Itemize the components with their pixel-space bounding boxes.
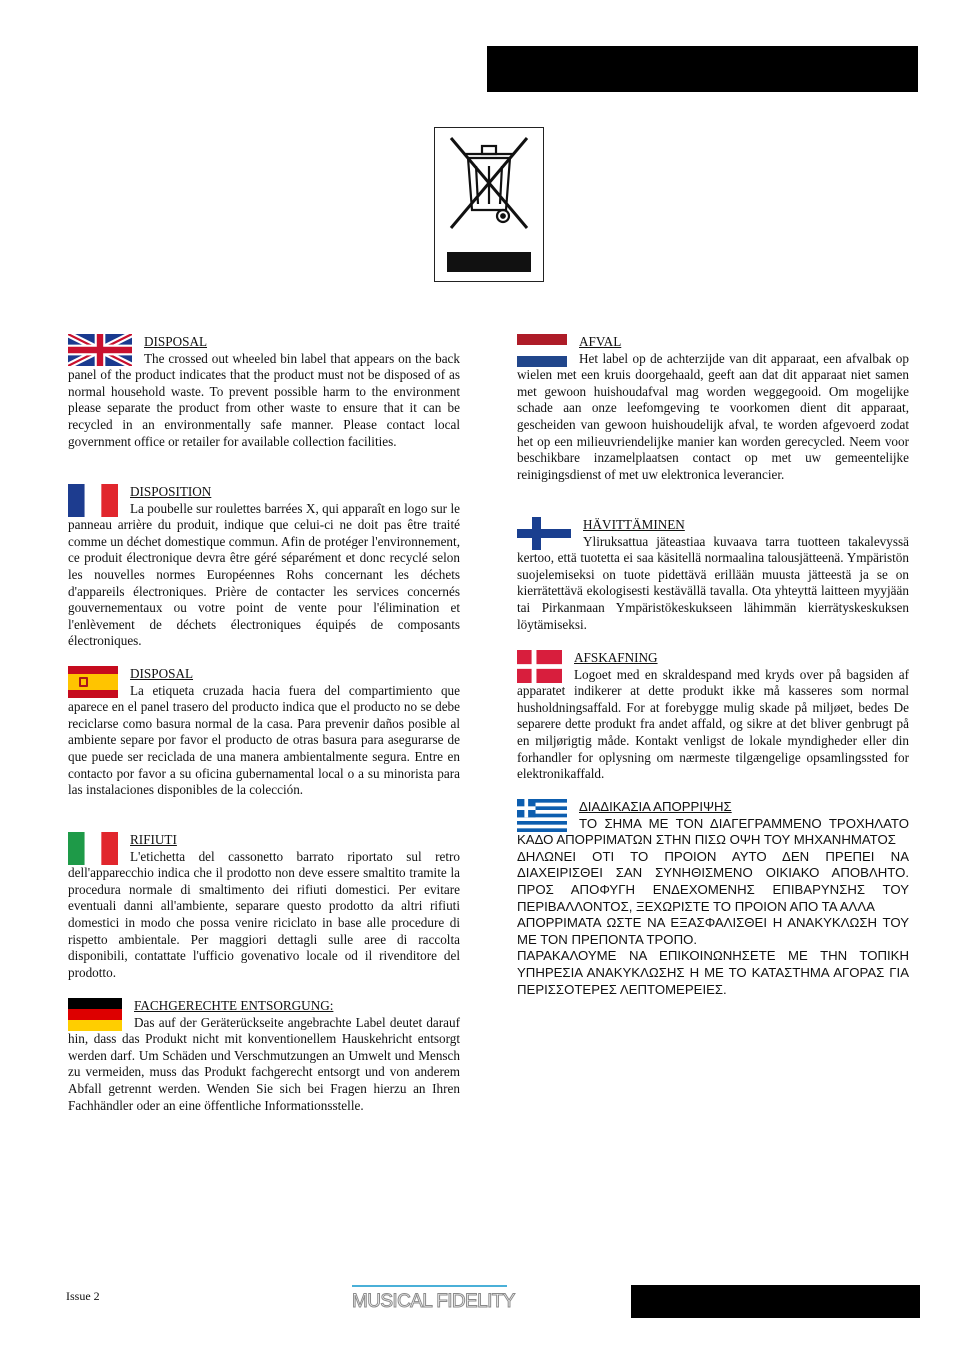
section-heading: HÄVITTÄMINEN [583,517,685,532]
spain-flag-icon [68,666,118,698]
section-fr [68,484,460,650]
germany-flag-icon [68,998,122,1031]
section-nl [517,334,909,483]
section-heading: FACHGERECHTE ENTSORGUNG: [134,998,334,1013]
uk-flag-icon [68,334,132,366]
section-uk [68,334,460,450]
section-heading: DISPOSITION [130,484,212,499]
header-black-bar [487,46,918,92]
section-body: La poubelle sur roulettes barrées X, qui apparaît en logo sur le panneau arrière du produit, indique que celui-ci ne doit pas être traité comme un déchet domestique commun. Afin de protéger l'environnement, ce produit électronique devra être géré séparément et donc recyclé selon les nouvelles normes Européennes Rohs concernant les déchets d'appareils électroniques. Prière de contacter les services concernés gouvernementaux ou votre point de vente pour l'élimination et l'enlèvement de déchets électroniques équipés de composants électroniques. [68,500,460,649]
finland-flag-icon [517,517,571,550]
section-de [68,998,460,1114]
section-gr [517,799,909,998]
denmark-flag-icon [517,650,562,683]
logo-text: MUSICAL FIDELITY [352,1291,515,1312]
section-es [68,666,460,799]
section-heading: AFSKAFNING [574,650,658,665]
musical-fidelity-logo [352,1285,515,1318]
netherlands-flag-icon [517,334,567,367]
footer-black-bar [631,1285,920,1318]
logo-accent-line [352,1285,507,1287]
weee-crossed-bin-icon [434,127,544,282]
section-heading: AFVAL [579,334,622,349]
section-fi [517,517,909,633]
section-heading: RIFIUTI [130,832,177,847]
section-body: Het label op de achterzijde van dit apparaat, een afvalbak op wielen met een kruis doorgehaald, geeft aan dat dit apparaat niet samen met gewoon huishoudafval mag worden weggegooid. Om mogelijke schade aan onze leefomgeving te voorkomen dient dit apparaat, gescheiden van gewoon huishoudelijk afval, te worden afgevoerd zodat het op een milieuvriendelijke manier kan worden gerecycled. Neem voor beschikbare inzamelplaatsen contact op met uw gemeentelijke reinigingsdienst of met uw elektronica leverancier. [517,350,909,482]
section-heading: DISPOSAL [130,666,194,681]
section-body: The crossed out wheeled bin label that appears on the back panel of the product indicates that the product must not be disposed of as normal household waste. To prevent possible harm to the environment please separate the product from other waste to ensure that it can be recycled in an environmentally safe manner. Please contact local government office or retailer for available collection facilities. [68,350,460,449]
italy-flag-icon [68,832,118,865]
greece-flag-icon [517,799,567,832]
section-heading: ΔΙΑΔΙΚΑΣΙΑ ΑΠΟΡΡΙΨΗΣ [579,799,732,814]
section-body: Yliruksattua jäteastiaa kuvaava tarra tuotteen takalevyssä kertoo, että tuotetta ei saa käsitellä normaalina talousjätteenä. Ympäristön suojelemiseksi on tuote pidettävä erillään muusta jätteestä ja se on kierrätettävä ekologisesti kestävällä tavalla. Ota yhteyttä laitteen myyjään tai Pirkanmaan Ympäristökeskukseen lähimmän kierrätyskeskuksen löytämiseksi. [517,533,909,632]
section-it [68,832,460,981]
section-heading: DISPOSAL [144,334,208,349]
section-dk [517,650,909,783]
section-body: La etiqueta cruzada hacia fuera del compartimiento que aparece en el panel trasero del producto indica que el producto no se debe reciclarse como basura normal de la casa. Para prevenir daños posible al ambiente separe por favor el producto de otras basura para asegurarse de que puede ser reciclada de una manera ambientalmente segura. Entre en contacto por favor a su oficina gubernamental local o a su minorista para las instalaciones disponibles de la colección. [68,682,460,798]
section-body: Das auf der Geräterückseite angebrachte Label deutet darauf hin, dass das Produkt nicht mit konventionellem Hauskehricht entsorgt werden darf. Um Schäden und Verschmutzungen an Umwelt und Mensch zu vermeiden, muss das Produkt fachgerecht entsorgt und von anderem Abfall getrennt werden. Wenden Sie sich bei Fragen hierzu an Ihren Fachhändler oder an eine öffentliche Informationsstelle. [68,1014,460,1113]
section-body: L'etichetta del cassonetto barrato riportato sul retro dell'apparecchio indica che il prodotto non deve essere smaltito tramite la procedura normale di smaltimento dei rifiuti domestici. Per evitare eventuali danni all'ambiente, separare questo prodotto da altri rifiuti domestici in modo che possa venire riciclato in base alle procedure di rispetto ambientale. Per maggiori dettagli sulle aree di raccolta disponibili, contattate l'ufficio govenativo locale od il rivenditore del prodotto. [68,848,460,980]
section-body: Logoet med en skraldespand med kryds over på bagsiden af apparatet indikerer at dette produkt ikke må kasseres som normal husholdningsaffald. For at forebygge mulig skade på miljøet, bedes De separere dette produkt fra andet affald, og sikre at det bliver genbrugt på en miljørigtig måde. Kontakt venligst de lokale myndigheder eller din forhandler for oplysning om nærmeste tilgængelige opsamlingssted for elektronikaffald. [517,666,909,782]
section-body: ΤΟ ΣΗΜΑ ΜΕ ΤΟΝ ΔΙΑΓΕΓΡΑΜΜΕΝΟ ΤΡΟΧΗΛΑΤΟ ΚΑΔΟ ΑΠΟΡΡΙΜΑΤΩΝ ΣΤΗΝ ΠΙΣΩ ΟΨΗ ΤΟΥ ΜΗΧΑΝΗΜΑΤΟΣ ΔΗΛΩΝΕΙ ΟΤΙ ΤΟ ΠΡΟΙΟΝ ΑΥΤΟ ΔΕΝ ΠΡΕΠΕΙ ΝΑ ΔΙΑΧΕΙΡΙΣΘΕΙ ΣΑΝ ΣΥΝΗΘΙΣΜΕΝΟ ΟΙΚΙΑΚΟ ΑΠΟΒΛΗΤΟ. ΠΡΟΣ ΑΠΟΦΥΓΗ ΕΝΔΕΧΟΜΕΝΗΣ ΕΠΙΒΑΡΥΝΣΗΣ ΤΟΥ ΠΕΡΙΒΑΛΛΟΝΤΟΣ, ΞΕΧΩΡΙΣΤΕ ΤΟ ΠΡΟΙΟΝ ΑΠΟ ΤΑ ΑΛΛΑ ΑΠΟΡΡΙΜΑΤΑ ΩΣΤΕ ΝΑ ΕΞΑΣΦΑΛΙΣΘΕΙ Η ΑΝΑΚΥΚΛΩΣΗ ΤΟΥ ΜΕ ΤΟΝ ΠΡΕΠΟΝΤΑ ΤΡΟΠΟ. ΠΑΡΑΚΑΛΟΥΜΕ ΝΑ ΕΠΙΚΟΙΝΩΝΗΣΕΤΕ ΜΕ ΤΗΝ ΤΟΠΙΚΗ ΥΠΗΡΕΣΙΑ ΑΝΑΚΥΚΛΩΣΗΣ Η ΜΕ ΤΟ ΚΑΤΑΣΤΗΜΑ ΑΓΟΡΑΣ ΓΙΑ ΠΕΡΙΣΣΟΤΕΡΕΣ ΛΕΠΤΟΜΕΡΕΙΕΣ. [517,815,909,997]
france-flag-icon [68,484,118,517]
issue-label: Issue 2 [66,1289,100,1303]
